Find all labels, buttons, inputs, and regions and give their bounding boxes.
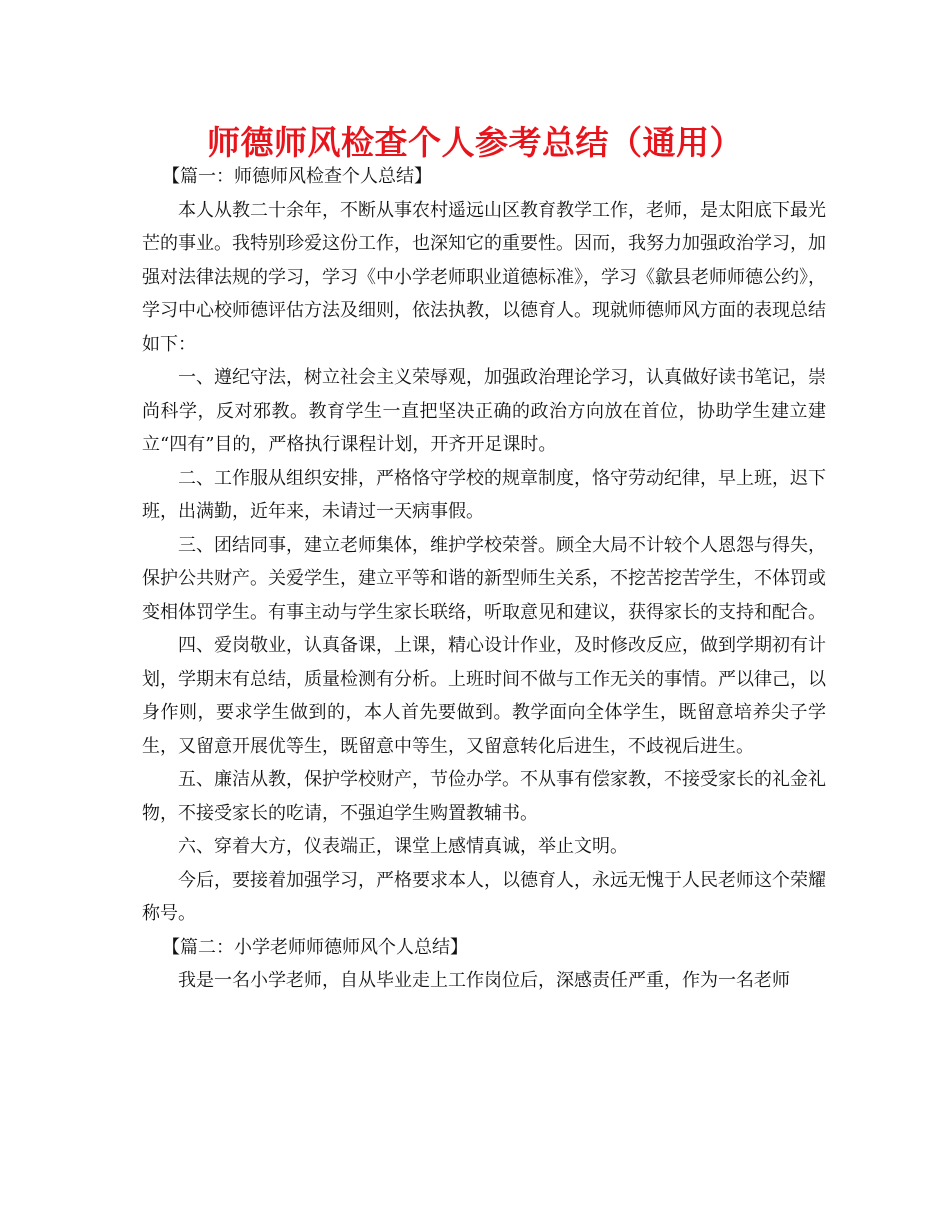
paragraph-intro: 本人从教二十余年，不断从事农村遥远山区教育教学工作，老师，是太阳底下最光芒的事业。我特别珍爱这份工作，也深知它的重要性。因而，我努力加强政治学习，加强对法律法规的学习，学习《中小学老师职业道德标准》，学习《歙县老师师德公约》，学习中心校师德评估方法及细则，依法执教，以德育人。现就师德师风方面的表现总结如下： (142, 199, 826, 355)
paragraph-item-1: 一、遵纪守法，树立社会主义荣辱观，加强政治理论学习，认真做好读书笔记，崇尚科学，反对邪教。教育学生一直把坚决正确的政治方向放在首位，协助学生建立建立“四有”目的，严格执行课程计划，开齐开足课时。 (142, 367, 826, 455)
section-heading-2: 【篇二：小学老师师德师风个人总结】 (162, 936, 468, 958)
document-body (142, 160, 826, 998)
paragraph-item-5: 五、廉洁从教，保护学校财产，节俭办学。不从事有偿家教，不接受家长的礼金礼物，不接受家长的吃请，不强迫学生购置教辅书。 (142, 769, 826, 824)
paragraph-conclusion: 今后，要接着加强学习，严格要求本人，以德育人，永远无愧于人民老师这个荣耀称号。 (142, 869, 826, 924)
paragraph-section2-intro: 我是一名小学老师，自从毕业走上工作岗位后，深感责任严重，作为一名老师 (178, 970, 790, 991)
section-heading-1: 【篇一：师德师风检查个人总结】 (162, 166, 432, 187)
paragraph-item-2: 二、工作服从组织安排，严格恪守学校的规章制度，恪守劳动纪律，早上班，迟下班，出满勤，近年来，未请过一天病事假。 (142, 467, 826, 522)
paragraph-item-4: 四、爱岗敬业，认真备课，上课，精心设计作业，及时修改反应，做到学期初有计划，学期末有总结，质量检测有分析。上班时间不做与工作无关的事情。严以律己，以身作则，要求学生做到的，本人首先要做到。教学面向全体学生，既留意培养尖子学生，又留意开展优等生，既留意中等生，又留意转化后进生，不歧视后进生。 (142, 635, 826, 757)
paragraph-item-3: 三、团结同事，建立老师集体，维护学校荣誉。顾全大局不计较个人恩怨与得失，保护公共财产。关爱学生，建立平等和谐的新型师生关系，不挖苦挖苦学生，不体罚或变相体罚学生。有事主动与学生家长联络，听取意见和建议，获得家长的支持和配合。 (142, 534, 826, 623)
document-title: 师德师风检查个人参考总结（通用） (207, 123, 743, 162)
paragraph-item-6: 六、穿着大方，仪表端正，课堂上感情真诚，举止文明。 (178, 836, 628, 857)
